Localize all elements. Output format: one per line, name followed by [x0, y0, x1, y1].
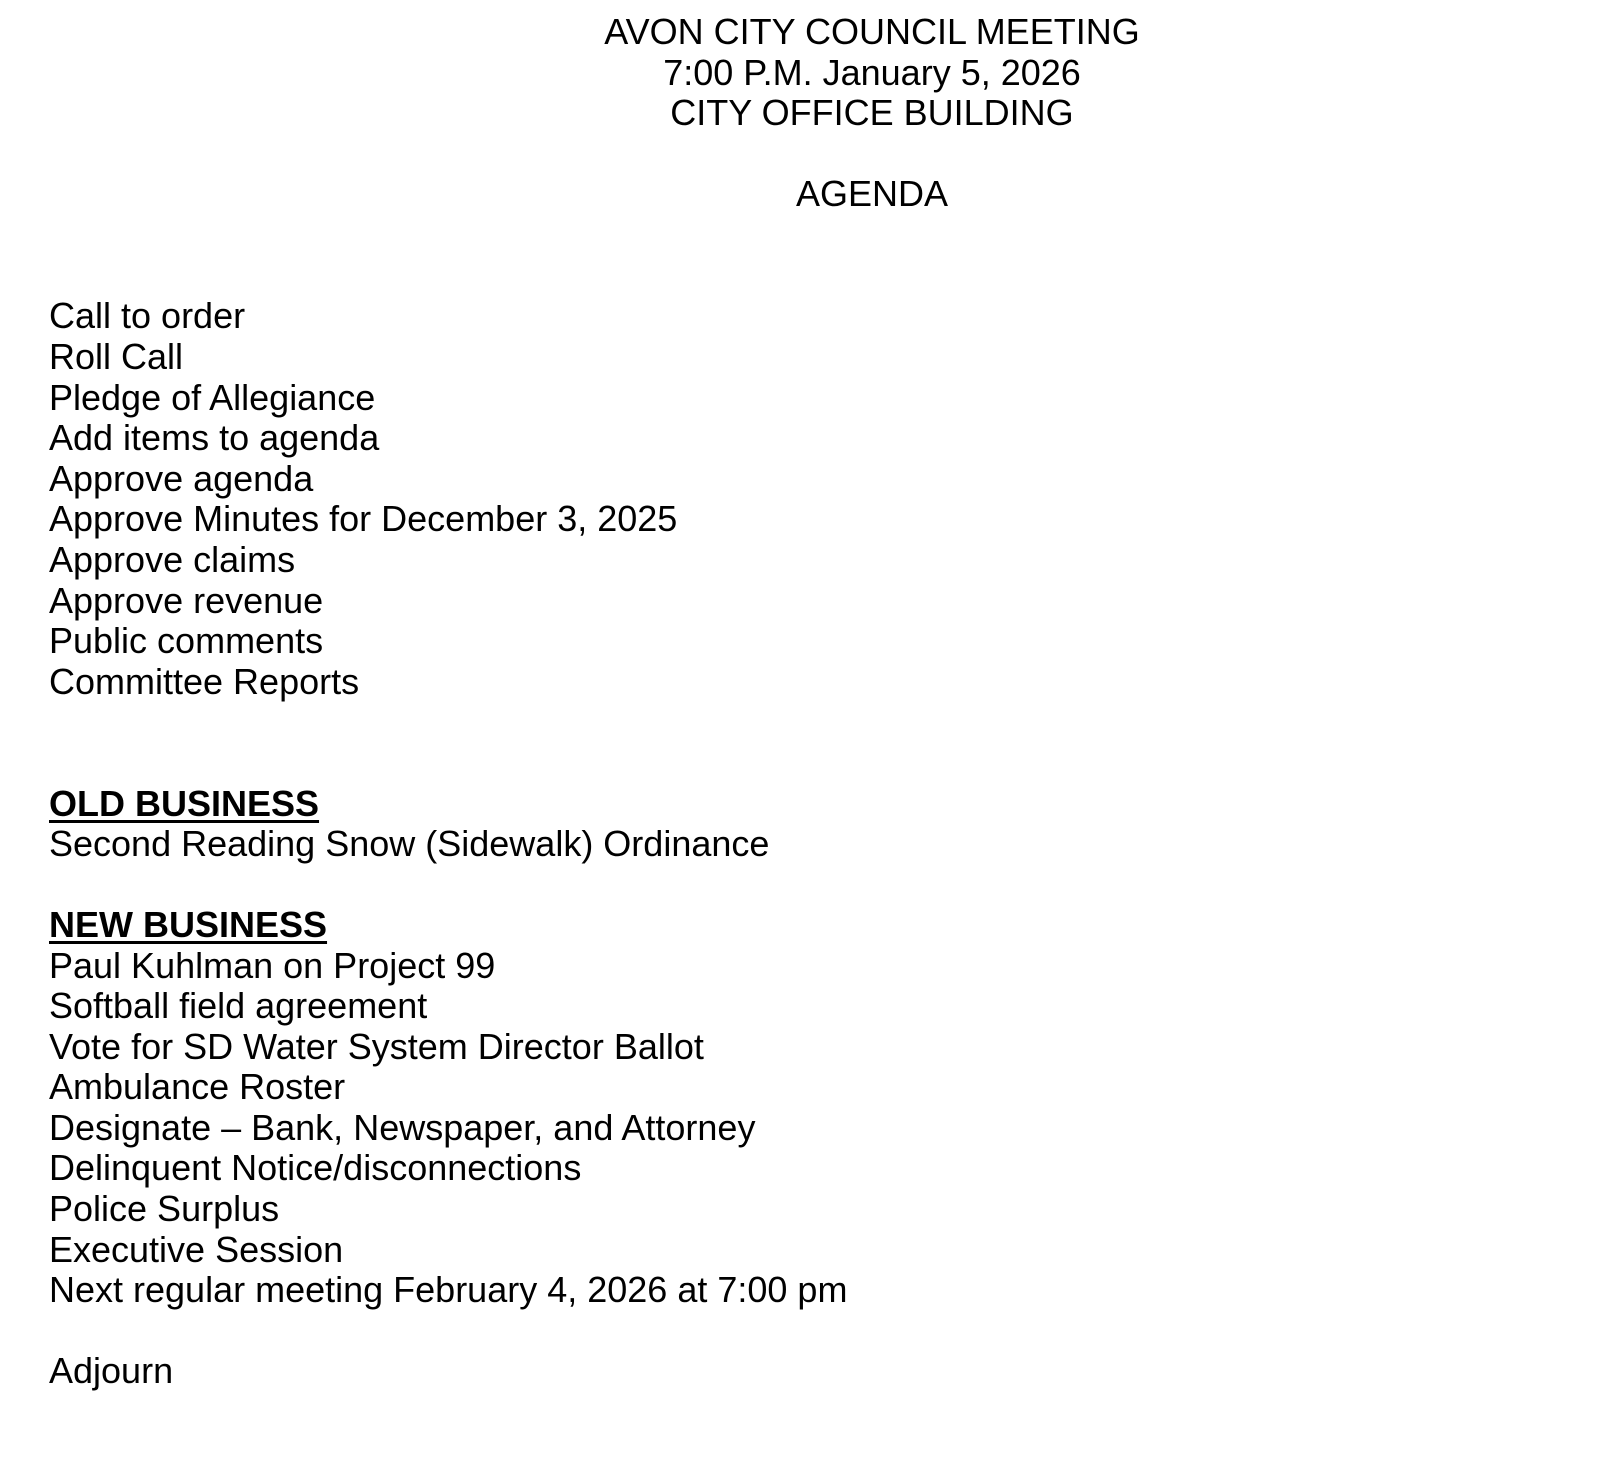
- agenda-item-approve-agenda: Approve agenda: [49, 458, 314, 499]
- meeting-title: AVON CITY COUNCIL MEETING: [604, 11, 1140, 52]
- new-business-item: Delinquent Notice/disconnections: [49, 1147, 582, 1188]
- meeting-location: CITY OFFICE BUILDING: [670, 92, 1074, 133]
- agenda-item-add-items: Add items to agenda: [49, 417, 380, 458]
- new-business-item: Next regular meeting February 4, 2026 at 7:00 pm: [49, 1269, 848, 1310]
- new-business-item: Softball field agreement: [49, 985, 428, 1026]
- new-business-heading: NEW BUSINESS: [49, 904, 328, 945]
- agenda-item-approve-claims: Approve claims: [49, 539, 296, 580]
- agenda-item-approve-revenue: Approve revenue: [49, 580, 324, 621]
- agenda-item-public-comments: Public comments: [49, 620, 324, 661]
- new-business-item: Vote for SD Water System Director Ballot: [49, 1026, 704, 1067]
- new-business-item: Designate – Bank, Newspaper, and Attorney: [49, 1107, 756, 1148]
- agenda-item-roll-call: Roll Call: [49, 336, 184, 377]
- new-business-item: Executive Session: [49, 1229, 344, 1270]
- new-business-item: Police Surplus: [49, 1188, 280, 1229]
- old-business-heading: OLD BUSINESS: [49, 783, 320, 824]
- agenda-item-call-to-order: Call to order: [49, 295, 246, 336]
- old-business-item: Second Reading Snow (Sidewalk) Ordinance: [49, 823, 770, 864]
- new-business-item: Ambulance Roster: [49, 1066, 346, 1107]
- agenda-item-pledge: Pledge of Allegiance: [49, 377, 376, 418]
- agenda-item-adjourn: Adjourn: [49, 1350, 174, 1391]
- agenda-title: AGENDA: [795, 173, 949, 214]
- agenda-item-approve-minutes: Approve Minutes for December 3, 2025: [49, 498, 678, 539]
- meeting-datetime: 7:00 P.M. January 5, 2026: [663, 52, 1081, 93]
- new-business-item: Paul Kuhlman on Project 99: [49, 945, 496, 986]
- agenda-item-committee-reports: Committee Reports: [49, 661, 360, 702]
